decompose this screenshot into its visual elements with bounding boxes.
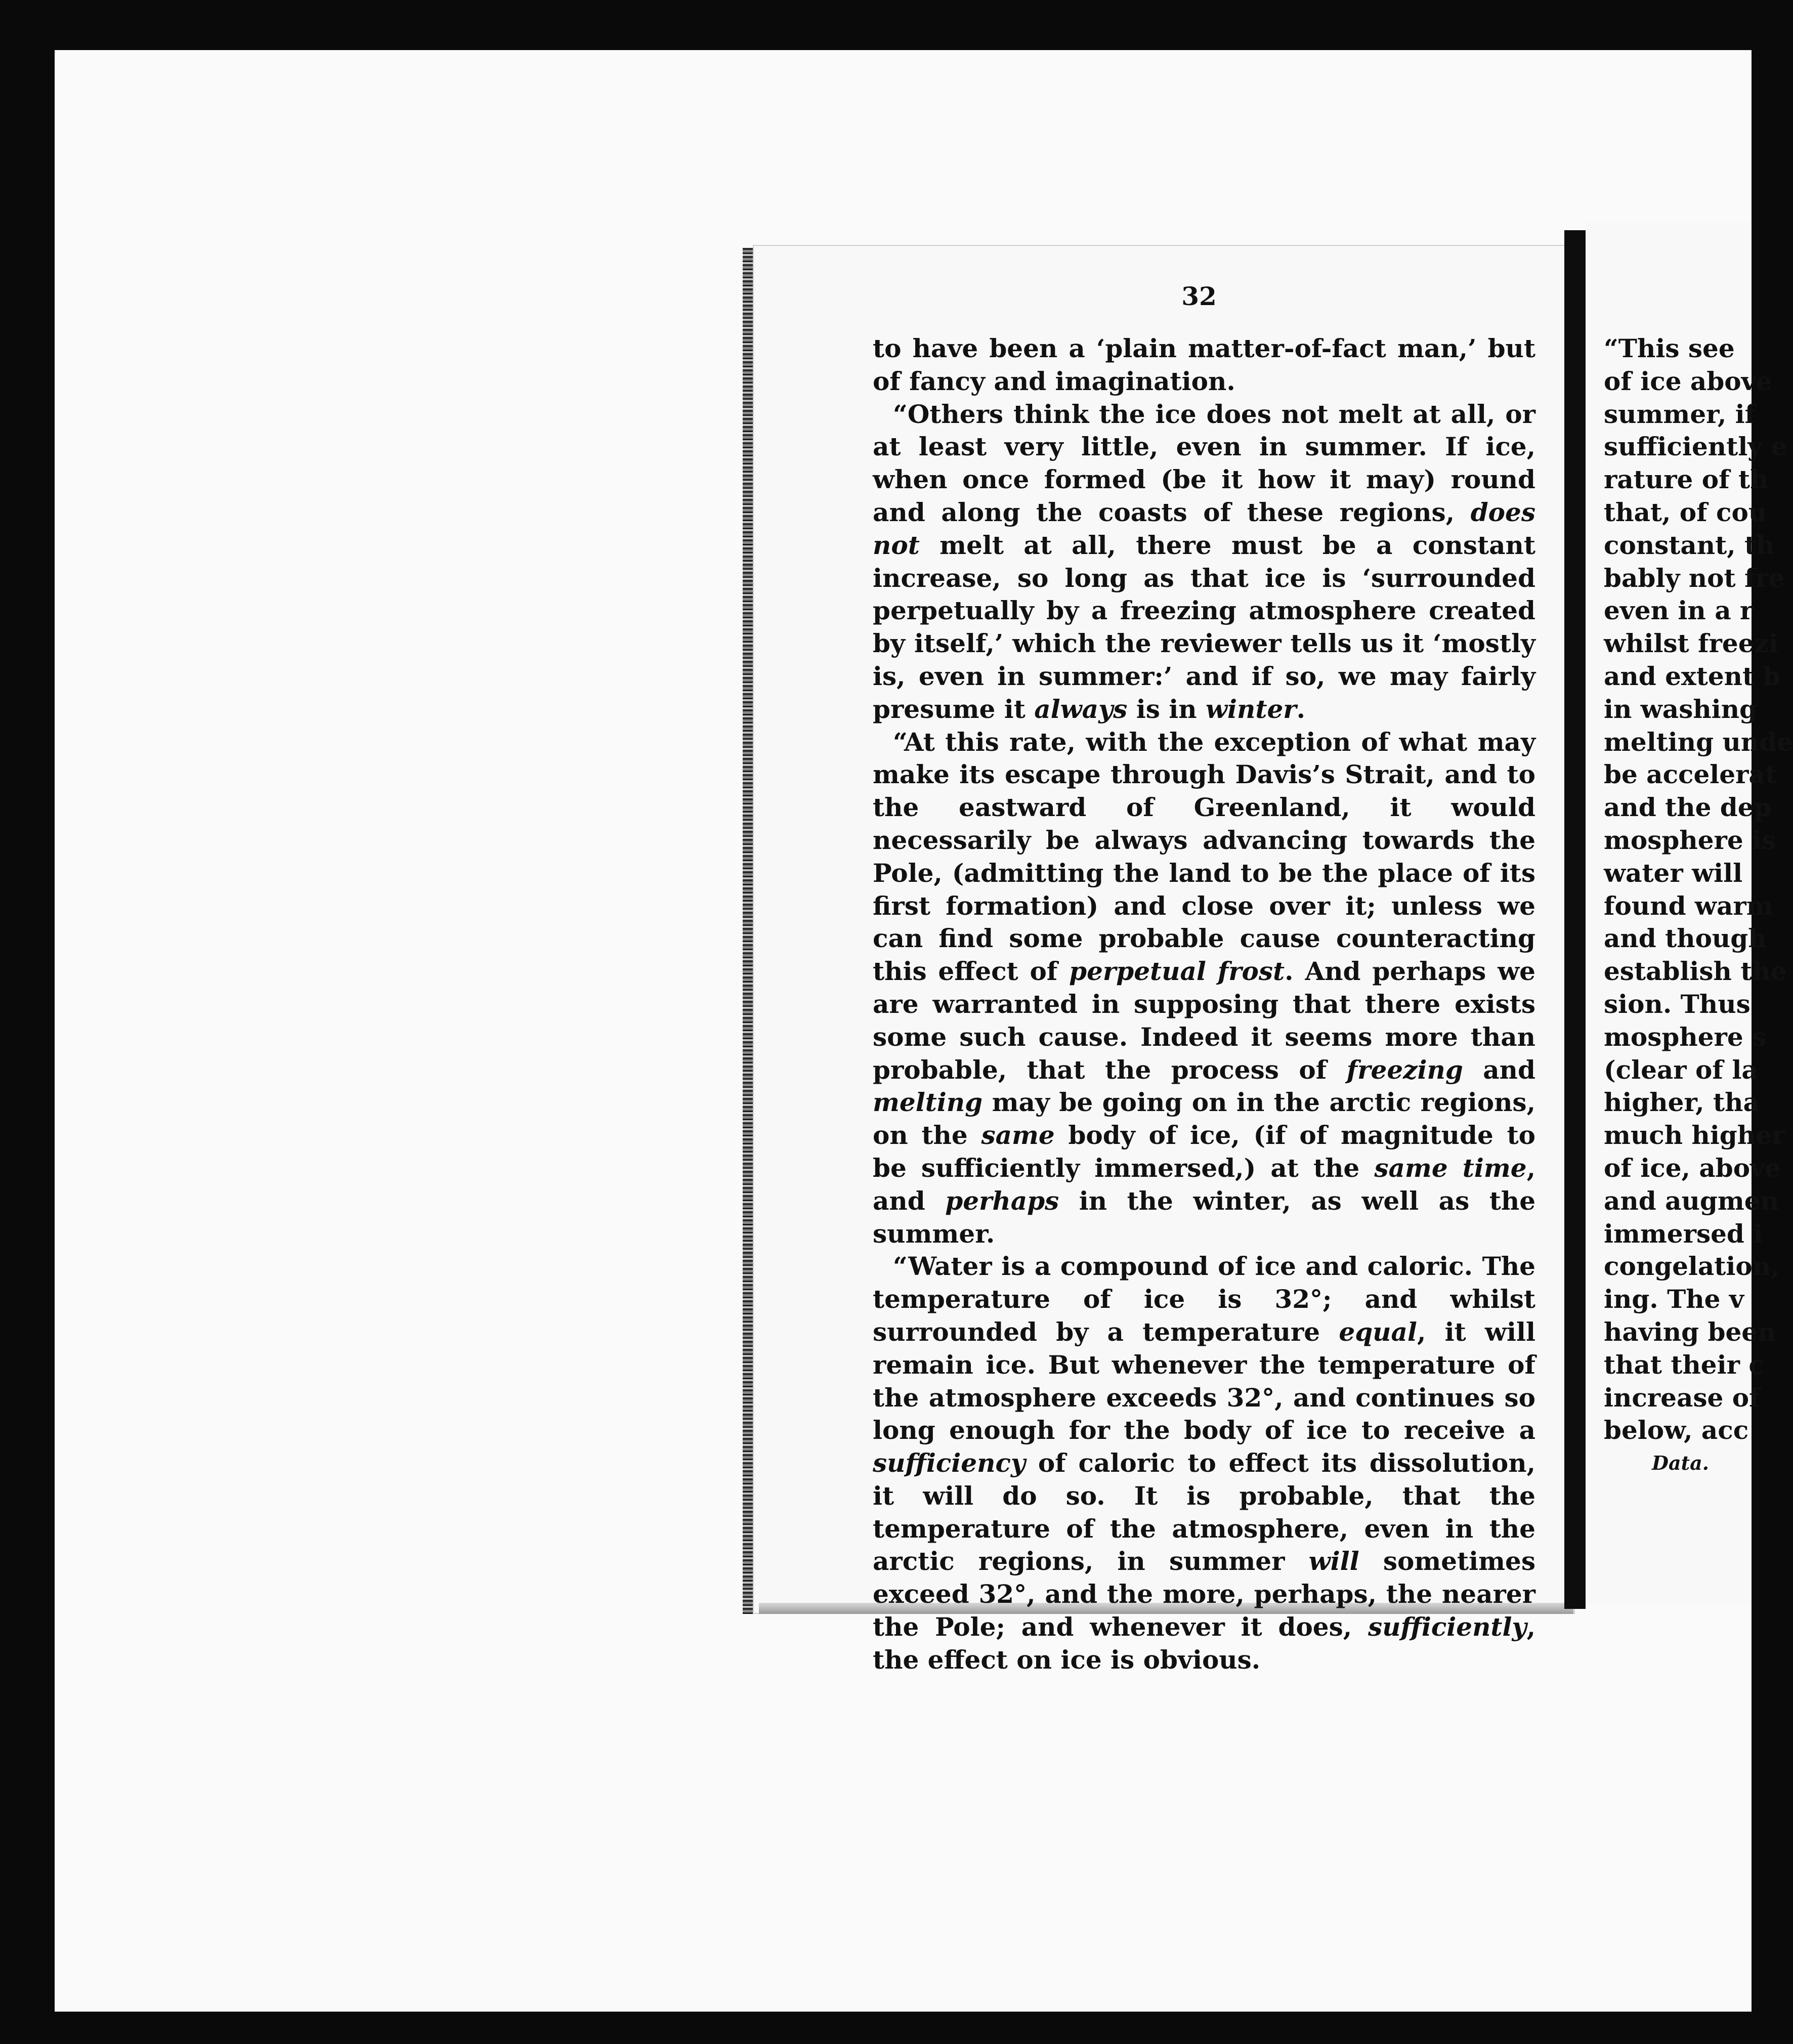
right-page-line: found warm — [1604, 890, 1773, 921]
right-page-line: of ice, above — [1604, 1153, 1781, 1183]
text-run: of caloric to effect its dissolution, it will do so. It is probable, that the temperature of the atmosphere, even in the arctic regions, in summer — [873, 1448, 1535, 1577]
italic-text: sufficiency — [873, 1448, 1026, 1478]
right-page-line: and though — [1604, 923, 1767, 954]
right-page-line: higher, tha — [1604, 1087, 1760, 1118]
right-page-line: water will — [1604, 858, 1743, 888]
italic-text: always — [1034, 694, 1128, 724]
right-page-line: (clear of la — [1604, 1054, 1758, 1085]
text-run: “Water is a compound of ice and caloric. The temperature of ice is 32°; and whilst surrounded by a temperature — [873, 1251, 1535, 1347]
right-page-line: sion. Thus — [1604, 989, 1751, 1019]
right-page-line: ing. The v — [1604, 1284, 1744, 1314]
italic-text: freezing — [1346, 1054, 1463, 1085]
right-page-line: that their c — [1604, 1349, 1764, 1380]
right-page-line: immersed i — [1604, 1218, 1763, 1249]
page-number: 32 — [1181, 281, 1217, 311]
text-run: “At this rate, with the exception of what may make its escape through Davis’s Strait, and to the eastward of Greenland, it would necessarily be always advancing towards the Pole, (admitting the land to be the place of its first formation) and close over it; unless we can find some probable cause counteracting this effect of — [873, 727, 1535, 987]
right-page-line: even in a r — [1604, 595, 1754, 626]
frame-top-border — [55, 47, 1752, 50]
right-page-line: whilst freezi — [1604, 628, 1778, 659]
right-page-line: congelation, — [1604, 1251, 1780, 1282]
italic-text: perhaps — [945, 1185, 1059, 1216]
right-page-line: and the dep — [1604, 792, 1772, 823]
paragraph — [873, 1250, 1535, 1676]
right-page-line: mosphere s — [1604, 1021, 1767, 1052]
left-page-text — [873, 332, 1535, 1677]
text-run: . — [1296, 694, 1306, 724]
italic-text: equal — [1339, 1316, 1417, 1347]
right-page-line: increase of — [1604, 1382, 1760, 1413]
frame-bottom-border — [55, 2012, 1752, 2018]
right-page-line: summer, if — [1604, 399, 1756, 429]
right-page-line: “This see — [1604, 333, 1735, 363]
right-page-line: and augmen — [1604, 1185, 1779, 1216]
text-run: melt at all, there must be a constant increase, so long as that ice is ‘surrounded perpetually by a freezing atmosphere created by itself,’ which the reviewer tells us it ‘mostly is, even in summer:’ and if so, we may fairly presume it — [873, 530, 1535, 724]
right-page-line: sufficiently e — [1604, 432, 1787, 462]
italic-text: same — [981, 1120, 1055, 1151]
paragraph — [873, 332, 1535, 398]
right-page-line: mosphere is — [1604, 825, 1776, 855]
text-run: sometimes exceed 32°, and the more, perhaps, the nearer the Pole; and whenever it does, — [873, 1546, 1535, 1642]
text-run: , it will remain ice. But whenever the temperature of the atmosphere exceeds 32°, and continues so long enough for the body of ice to receive a — [873, 1316, 1535, 1445]
text-run: . And perhaps we are warranted in supposing that there exists some such cause. Indeed it seems more than probable, that the process of — [873, 956, 1535, 1085]
right-page-line: melting unde — [1604, 727, 1793, 757]
right-page-text — [1604, 332, 1793, 1480]
text-run: body of ice, (if of magnitude to be sufficiently immersed,) at the — [873, 1120, 1535, 1183]
right-page-line: constant, th — [1604, 530, 1775, 560]
italic-text: sufficiently — [1368, 1612, 1527, 1642]
right-page-line: having been — [1604, 1316, 1776, 1347]
text-run: may be going on in the arctic regions, on the — [873, 1087, 1535, 1151]
italic-text: does not — [873, 497, 1535, 560]
italic-text: will — [1308, 1546, 1359, 1577]
text-run: to have been a ‘plain matter-of-fact man,’ but of fancy and imagination. — [873, 333, 1535, 396]
right-page-line: and extent b — [1604, 661, 1781, 691]
right-page-line: below, acc — [1604, 1415, 1749, 1445]
right-page-line: that, of cou — [1604, 497, 1767, 527]
right-page-line: of ice above — [1604, 366, 1772, 396]
book-gutter — [1564, 230, 1586, 1609]
italic-text: melting — [873, 1087, 983, 1118]
text-run: in the winter, as well as the summer. — [873, 1185, 1536, 1249]
italic-text: winter — [1206, 694, 1297, 724]
right-page-line: establish the — [1604, 956, 1787, 987]
paragraph — [873, 398, 1535, 726]
italic-text: perpetual frost — [1069, 956, 1285, 987]
right-page-line: bably not fre — [1604, 563, 1785, 593]
text-run: and — [1463, 1054, 1535, 1085]
right-page-line: in washing — [1604, 694, 1758, 724]
italic-text: same time — [1374, 1153, 1527, 1183]
text-run: is in — [1127, 694, 1206, 724]
right-page-line: rature of th — [1604, 464, 1769, 495]
right-page-line: Data. — [1652, 1452, 1709, 1475]
text-run: “Others think the ice does not melt at all, or at least very little, even in summer. If ice, when once formed (be it how it may) round and along the coasts of these regions, — [873, 399, 1535, 527]
text-run: , the effect on ice is obvious. — [873, 1612, 1535, 1675]
right-page-line: be accelerat — [1604, 759, 1777, 790]
text-run: , and — [873, 1153, 1535, 1216]
right-page-line: much higher — [1604, 1120, 1785, 1151]
paragraph — [873, 726, 1535, 1251]
